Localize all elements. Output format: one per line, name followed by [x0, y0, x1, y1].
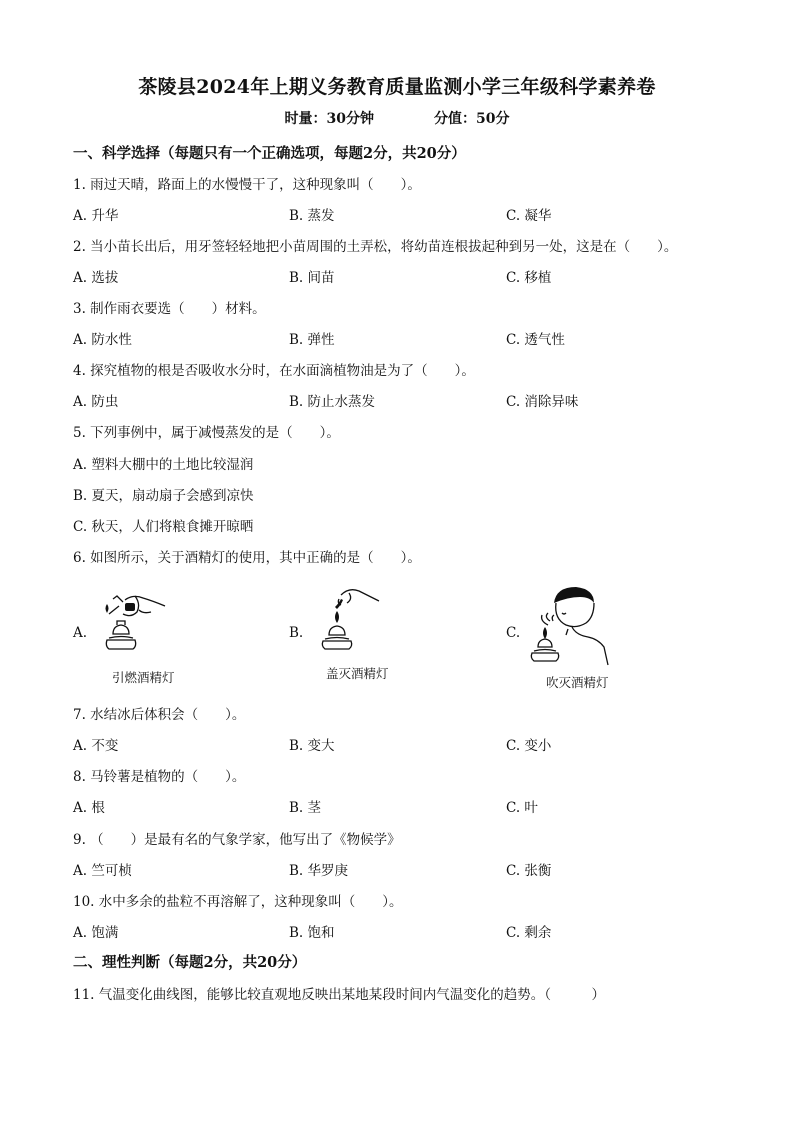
figure-caption: 吹灭酒精灯 [546, 675, 609, 690]
option-b: B. 蒸发 [289, 208, 335, 224]
option-a: A. 不变 [73, 738, 119, 754]
question-stem: 5. 下列事例中，属于减慢蒸发的是（ ）。 [73, 425, 340, 441]
option-c: C. 移植 [506, 270, 552, 286]
question-stem: 9. （ ）是最有名的气象学家，他写出了《物候学》 [73, 832, 401, 848]
question-stem: 7. 水结冰后体积会（ ）。 [73, 707, 246, 723]
option-a: A. 饱满 [73, 925, 119, 941]
figure-caption: 引燃酒精灯 [112, 670, 175, 685]
page-title: 茶陵县2024年上期义务教育质量监测小学三年级科学素养卷 [138, 76, 656, 98]
blowing-lamp-figure [528, 585, 612, 667]
option-a: A. 升华 [73, 208, 119, 224]
question-stem: 2. 当小苗长出后，用牙签轻轻地把小苗周围的土弄松，将幼苗连根拔起种到另一处，这是在（ ）。 [73, 239, 678, 255]
option-b: B. 夏天，扇动扇子会感到凉快 [73, 488, 254, 504]
figure-caption: 盖灭酒精灯 [326, 666, 389, 681]
option-c: C. 透气性 [506, 332, 565, 348]
option-a: A. 选拔 [73, 270, 119, 286]
question-stem: 8. 马铃薯是植物的（ ）。 [73, 769, 246, 785]
question-stem: 11. 气温变化曲线图，能够比较直观地反映出某地某段时间内气温变化的趋势。（ ） [73, 987, 606, 1003]
option-b: B. 茎 [289, 800, 322, 816]
exam-meta [0, 108, 794, 128]
option-c: C. 凝华 [506, 208, 552, 224]
question-stem: 1. 雨过天晴，路面上的水慢慢干了，这种现象叫（ ）。 [73, 177, 421, 193]
question-stem: 10. 水中多余的盐粒不再溶解了，这种现象叫（ ）。 [73, 894, 403, 910]
lighting-lamp-figure [95, 588, 175, 660]
option-c: C. 变小 [506, 738, 552, 754]
option-b: B. [289, 625, 304, 641]
total-score: 分值：50分 [434, 111, 510, 127]
option-a: A. [73, 625, 88, 641]
option-c: C. 叶 [506, 800, 538, 816]
option-a: A. 防水性 [73, 332, 132, 348]
option-c: C. 剩余 [506, 925, 552, 941]
question-stem: 4. 探究植物的根是否吸收水分时，在水面滴植物油是为了（ ）。 [73, 363, 475, 379]
option-c: C. [506, 625, 521, 641]
option-b: B. 饱和 [289, 925, 335, 941]
question-stem: 6. 如图所示，关于酒精灯的使用，其中正确的是（ ）。 [73, 550, 421, 566]
section-title: 二、理性判断（每题2分，共20分） [73, 954, 307, 971]
option-c: C. 秋天，人们将粮食摊开晾晒 [73, 519, 254, 535]
option-a: A. 竺可桢 [73, 863, 132, 879]
option-b: B. 弹性 [289, 332, 335, 348]
time-limit: 时量：30分钟 [284, 111, 374, 127]
option-b: B. 防止水蒸发 [289, 394, 376, 410]
option-c: C. 消除异味 [506, 394, 579, 410]
option-b: B. 间苗 [289, 270, 335, 286]
option-b: B. 变大 [289, 738, 335, 754]
option-a: A. 防虫 [73, 394, 119, 410]
question-stem: 3. 制作雨衣要选（ ）材料。 [73, 301, 266, 317]
option-b: B. 华罗庚 [289, 863, 349, 879]
capping-lamp-figure [315, 585, 385, 655]
option-a: A. 塑料大棚中的土地比较湿润 [73, 457, 254, 473]
section-title: 一、科学选择（每题只有一个正确选项，每题2分，共20分） [73, 145, 466, 162]
option-a: A. 根 [73, 800, 105, 816]
option-c: C. 张衡 [506, 863, 552, 879]
